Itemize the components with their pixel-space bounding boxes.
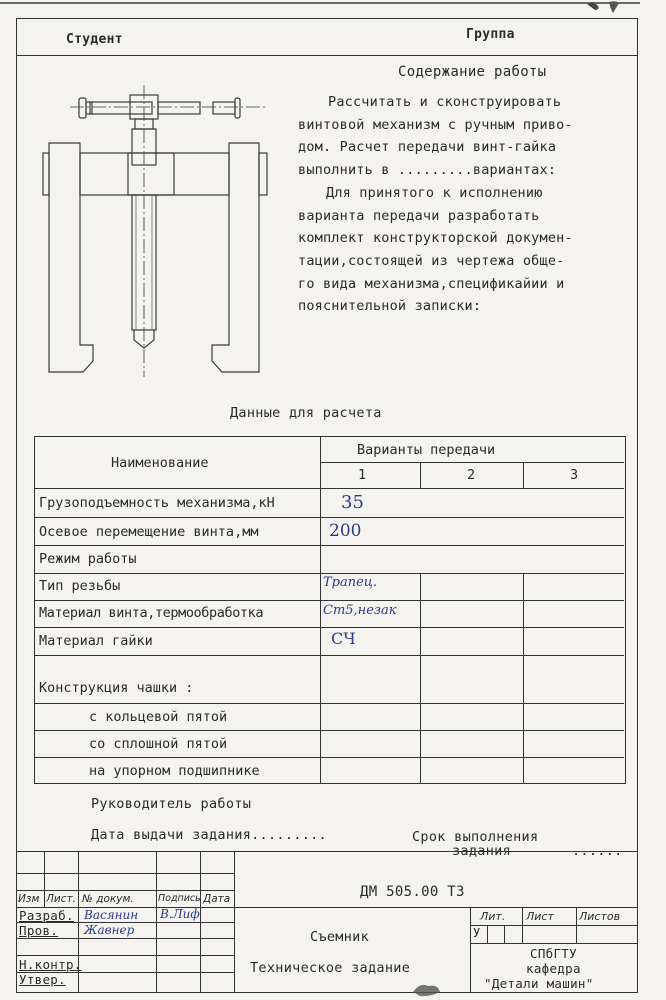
tb-header-change: Изм: [18, 893, 40, 905]
row-value-variant-1: Трапец.: [323, 575, 378, 590]
tb-header-date: Дата: [203, 893, 231, 905]
tb-org-name: СПбГТУ: [530, 946, 577, 961]
table-col-divider: [420, 573, 421, 783]
row-value-variant-1: 35: [341, 492, 364, 513]
row-name: Осевое перемещение винта,мм: [39, 524, 259, 540]
row-value-variant-1: СЧ: [331, 629, 356, 648]
row-value-variant-1: 200: [329, 521, 362, 541]
row-name: со сплошной пятой: [89, 736, 228, 752]
variant-2-header: 2: [467, 467, 476, 483]
row-value-variant-1: Ст5,незак: [323, 603, 397, 618]
content-paragraph: [298, 91, 628, 318]
tb-checker-name: Жавнер: [84, 923, 135, 937]
data-table: [34, 436, 626, 784]
variant-1-header: 1: [358, 467, 367, 483]
tb-col-divider: [470, 907, 471, 993]
table-col-divider: [523, 462, 524, 488]
tb-developer-signature: В.Лиф: [160, 907, 200, 921]
deadline-label: Срок выполнения: [412, 829, 539, 845]
content-line: комплект конструкторской докумен-: [298, 230, 573, 247]
table-row-divider: [35, 517, 624, 518]
screw-puller-drawing-icon: [40, 85, 270, 385]
table-row-divider: [35, 627, 624, 628]
row-name: Материал гайки: [39, 633, 153, 649]
table-row-divider: [35, 655, 624, 656]
row-name: Конструкция чашки :: [39, 680, 194, 696]
tb-org-department: кафедра: [526, 961, 581, 976]
row-name: Материал винта,термообработка: [39, 605, 264, 621]
tb-row-divider: [470, 925, 638, 926]
student-label: Студент: [66, 32, 123, 47]
content-line: Рассчитать и сконструировать: [328, 94, 562, 110]
ink-smudge-icon: [410, 980, 444, 998]
content-line: тации,состоящей из чертежа обще-: [298, 252, 565, 269]
content-line: варианта передачи разработать: [298, 207, 540, 224]
row-name: Режим работы: [39, 551, 137, 567]
tb-developer-name: Васянин: [84, 908, 139, 922]
tb-row-divider: [16, 992, 638, 993]
table-col-divider: [420, 462, 421, 488]
table-row-divider: [35, 730, 624, 731]
row-name: Тип резьбы: [39, 578, 121, 594]
row-name: с кольцевой пятой: [89, 709, 228, 725]
tb-sheets-label: Листов: [579, 910, 621, 923]
data-table-title: Данные для расчета: [230, 405, 382, 421]
header-divider: [16, 55, 638, 56]
content-line: пояснительной записки:: [298, 298, 482, 315]
tb-header-signature: Подпись: [158, 893, 201, 904]
row-name: на упорном подшипнике: [89, 763, 260, 779]
content-line: винтовой механизм с ручным приво-: [298, 116, 573, 133]
tb-col-divider: [522, 907, 523, 943]
table-row-divider: [35, 757, 624, 758]
content-title: Содержание работы: [398, 64, 547, 80]
content-line: Для принятого к исполнению: [326, 184, 543, 201]
tb-doc-type: Техническое задание: [250, 960, 411, 976]
tb-role-norm-control: Н.контр.: [19, 957, 82, 972]
table-row-divider: [35, 545, 624, 546]
tb-row-divider: [470, 943, 638, 944]
col-header-variants: Варианты передачи: [357, 442, 496, 458]
tb-col-divider: [487, 925, 488, 943]
tb-lit-label: Лит.: [480, 910, 506, 923]
tb-lit-value: У: [473, 926, 481, 940]
table-row-divider: [320, 462, 624, 463]
tb-doc-code: ДМ 505.00 ТЗ: [360, 884, 465, 900]
tb-sheet-label: Лист: [526, 910, 554, 923]
group-label: Группа: [466, 27, 515, 42]
title-block-top: [16, 851, 638, 852]
tb-col-divider: [234, 851, 235, 993]
tb-col-divider: [576, 907, 577, 943]
table-row-divider: [35, 703, 624, 704]
tb-row-divider: [16, 955, 234, 956]
supervisor-label: Руководитель работы: [91, 796, 252, 812]
table-col-divider: [523, 573, 524, 783]
tb-product-name: Съемник: [310, 929, 369, 945]
row-name: Грузоподъемность механизма,кН: [39, 495, 275, 511]
tb-header-doc-no: № докум.: [82, 893, 134, 905]
tb-org-department-name: "Детали машин": [484, 976, 594, 991]
tb-role-approver: Утвер.: [19, 972, 66, 987]
tb-role-developer: Разраб.: [19, 908, 74, 923]
tb-role-checker: Пров.: [19, 923, 59, 938]
content-line: выполнить в .........вариантах:: [298, 162, 557, 179]
table-row-divider: [35, 488, 624, 489]
tb-header-sheet: Лист.: [46, 893, 76, 905]
content-line: го вида механизма,спецификайии и: [298, 275, 565, 292]
tb-row-divider: [16, 938, 234, 939]
tb-row-divider: [16, 890, 234, 891]
tb-col-divider: [504, 925, 505, 943]
variant-3-header: 3: [570, 467, 579, 483]
col-header-name: Наименование: [111, 455, 209, 471]
table-row-divider: [35, 600, 624, 601]
deadline-dots: ......: [572, 843, 623, 859]
scan-edge-line: [0, 2, 640, 4]
content-line: дом. Расчет передачи винт-гайка: [298, 139, 557, 156]
tb-row-divider: [16, 873, 234, 874]
tb-col-divider: [44, 851, 45, 908]
table-row-divider: [35, 573, 624, 574]
issue-date-label: Дата выдачи задания.........: [91, 827, 327, 843]
ink-smudge-icon: [585, 0, 625, 14]
deadline-label-2: задания: [452, 843, 511, 859]
